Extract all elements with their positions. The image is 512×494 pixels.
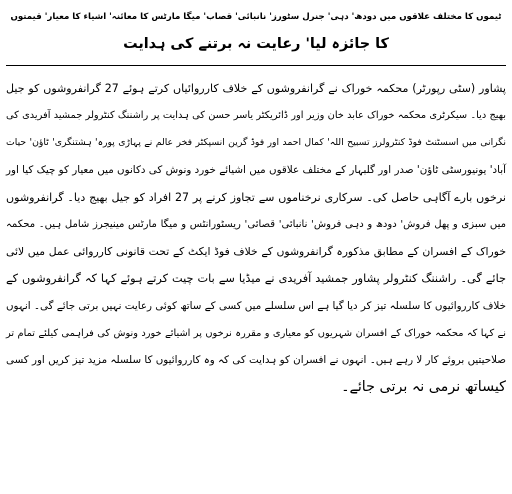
body-line: خوراک کے افسران کے مطابق مذکورہ گرانفروشوں کے خلاف فوڈ ایکٹ کے تحت قانونی کارروائی عمل میں لائی (6, 245, 506, 259)
body-line: میں سبزی و پھل فروش' دودھ و دہی فروش' نانبائی' قصائی' ریسٹورانٹس و میگا مارٹس مینیجرز شامل ہیں۔ محکمہ (6, 219, 506, 231)
headline (6, 4, 506, 58)
headline-line-2: کا جائزہ لیا' رعایت نہ برتنے کی ہدایت (123, 36, 389, 52)
body-line: نے کہا کہ محکمہ خوراک کے افسران شہریوں کو معیاری و مقررہ نرخوں پر اشیائے خورد ونوش کی فراہمی کیلئے تمام تر (6, 327, 506, 339)
body-line: نرخوں بارے آگاہی حاصل کی۔ سرکاری نرخناموں سے تجاوز کرنے پر 27 افراد کو جیل بھیج دیا۔ گرانفروشوں (6, 190, 506, 204)
body-line: پشاور (سٹی رپورٹر) محکمہ خوراک نے گرانفروشوں کے خلاف کارروائیاں کرتے ہوئے 27 گرانفروشوں کو جیل (6, 82, 506, 95)
body-line: بھیج دیا۔ سیکرٹری محکمہ خوراک عابد خان وزیر اور ڈائریکٹر یاسر حسن کی ہدایت پر راشننگ کنٹرولر جمشید آفریدی کی (6, 110, 506, 122)
body-line: خلاف کارروائیوں کا سلسلہ تیز کر دیا گیا ہے اس سلسلے میں کسی کے ساتھ کوئی رعایت نہیں برتی جائے گی۔ انہوں (6, 299, 506, 312)
headline-line-1: ٹیموں کا مختلف علاقوں میں دودھ' دہی' جنرل سٹورز' نانبائی' قصاب' میگا مارٹس کا معائنہ' اشیاء کا معیار' قیمتوں (10, 12, 502, 22)
body-line: جائے گی۔ راشننگ کنٹرولر پشاور جمشید آفریدی نے میڈیا سے بات چیت کرتے ہوئے کہا کہ گرانفروشوں کے (6, 272, 506, 286)
body-line: نگرانی میں اسسٹنٹ فوڈ کنٹرولرز تسبیح اللہ' کمال احمد اور فوڈ گرین انسپکٹر فخر عالم نے پہاڑی پورہ' ہشتنگری' ٹاؤن' حیات (6, 137, 506, 149)
body-line: کیساتھ نرمی نہ برتی جائے۔ (341, 379, 506, 396)
article-body (6, 75, 506, 401)
news-article (6, 4, 506, 401)
body-line: آباد' یونیورسٹی ٹاؤن' صدر اور گلبہار کے مختلف علاقوں میں اشیائے خورد ونوش کی دکانوں میں معیار کو چیک کیا اور (6, 163, 506, 176)
body-line: صلاحیتیں بروئے کار لا رہے ہیں۔ انہوں نے افسران کو ہدایت کی کہ وہ کارروائیوں کا سلسلہ مزید تیز کریں اور کسی (6, 354, 506, 367)
headline-divider (6, 65, 506, 66)
